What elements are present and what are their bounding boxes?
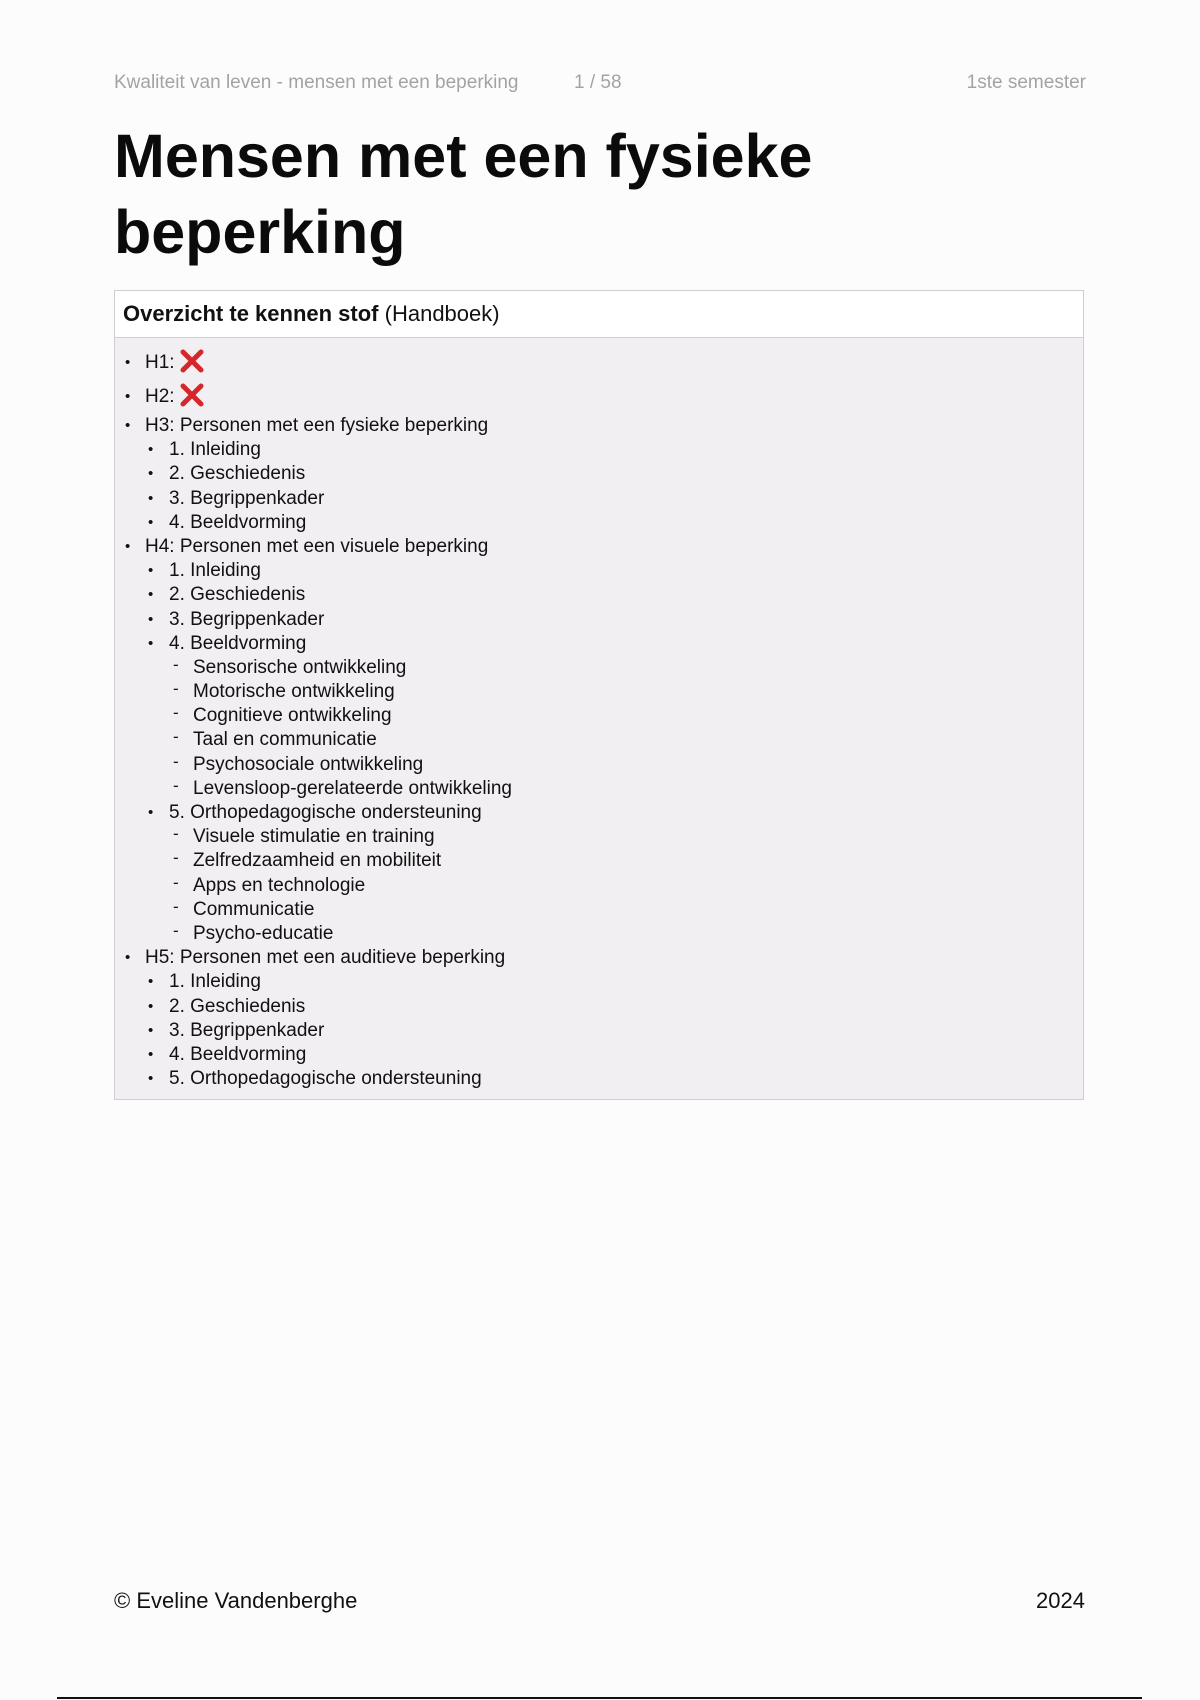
dash-marker: - <box>173 920 179 940</box>
list-item-text: Taal en communicatie <box>193 729 377 751</box>
list-item <box>123 970 1075 994</box>
dash-marker: - <box>173 679 179 699</box>
list-item <box>123 380 1075 414</box>
bullet-marker: • <box>148 973 154 991</box>
list-item-text: Communicatie <box>193 898 315 920</box>
bullet-marker: • <box>148 610 154 628</box>
sub-list-item <box>123 922 1075 946</box>
list-item-text: 3. Begrippenkader <box>169 608 325 630</box>
bullet-marker: • <box>125 417 131 434</box>
list-item-text: 4. Beeldvorming <box>169 1043 307 1065</box>
list-item <box>123 632 1075 656</box>
list-item-text: 2. Geschiedenis <box>169 463 306 485</box>
sub-list-item <box>123 704 1075 728</box>
list-item <box>123 1019 1075 1043</box>
course-title: Kwaliteit van leven - mensen met een beperking <box>114 72 519 93</box>
list-item-text: 3. Begrippenkader <box>169 487 325 509</box>
list-item <box>123 583 1075 607</box>
semester-label: 1ste semester <box>966 72 1086 93</box>
dash-marker: - <box>173 775 179 795</box>
list-item <box>123 487 1075 511</box>
list-item-text: 4. Beeldvorming <box>169 632 307 654</box>
bullet-marker: • <box>148 804 154 821</box>
list-item-text: Visuele stimulatie en training <box>193 826 435 848</box>
bullet-marker: • <box>125 537 131 555</box>
bullet-marker: • <box>125 388 131 405</box>
overview-heading <box>115 291 1083 338</box>
list-item-text: 4. Beeldvorming <box>169 511 307 533</box>
list-item <box>123 414 1075 438</box>
list-item <box>123 608 1075 632</box>
sub-list-item <box>123 874 1075 898</box>
list-item-text: 2. Geschiedenis <box>169 584 306 606</box>
list-item <box>123 1043 1075 1067</box>
list-item <box>123 462 1075 486</box>
list-item-text: Cognitieve ontwikkeling <box>193 705 392 727</box>
list-item-text: 1. Inleiding <box>169 439 261 461</box>
list-item <box>123 346 1075 380</box>
list-item <box>123 535 1075 559</box>
dash-marker: - <box>173 727 179 747</box>
bullet-marker: • <box>148 465 154 483</box>
sub-list-item <box>123 680 1075 704</box>
list-item-text: 3. Begrippenkader <box>169 1019 325 1041</box>
dash-marker: - <box>173 703 179 723</box>
list-item <box>123 559 1075 583</box>
dash-marker: - <box>173 751 179 771</box>
list-item-text: Psycho-educatie <box>193 922 334 944</box>
list-item-text: 5. Orthopedagogische ondersteuning <box>169 802 482 823</box>
sub-list-item <box>123 656 1075 680</box>
bullet-marker: • <box>148 1070 154 1088</box>
sub-list-item <box>123 898 1075 922</box>
list-item-text: Zelfredzaamheid en mobiliteit <box>193 850 442 872</box>
dash-marker: - <box>173 654 179 674</box>
sub-list-item <box>123 728 1075 752</box>
list-item-text: H3: Personen met een fysieke beperking <box>145 415 489 436</box>
list-item-text: 1. Inleiding <box>169 560 261 582</box>
red-x-icon <box>179 382 205 408</box>
list-item-text: H2: <box>145 386 175 407</box>
list-item-text: Psychosociale ontwikkeling <box>193 753 424 775</box>
sub-list-item <box>123 825 1075 849</box>
list-item-text: Motorische ontwikkeling <box>193 681 395 703</box>
bullet-marker: • <box>125 949 131 967</box>
list-item-text: 1. Inleiding <box>169 971 261 993</box>
dash-marker: - <box>173 896 179 916</box>
list-item-text: 2. Geschiedenis <box>169 995 306 1017</box>
footer-author: © Eveline Vandenberghe <box>114 1588 358 1613</box>
list-item <box>123 1067 1075 1091</box>
list-item <box>123 801 1075 825</box>
page-title: Mensen met een fysieke beperking <box>114 122 813 266</box>
bottom-divider <box>57 1697 1142 1699</box>
list-item-text: Apps en technologie <box>193 874 366 896</box>
bullet-marker: • <box>148 489 154 507</box>
list-item-text: H4: Personen met een visuele beperking <box>145 535 489 557</box>
sub-list-item <box>123 753 1075 777</box>
list-item <box>123 511 1075 535</box>
list-item-text: Sensorische ontwikkeling <box>193 656 407 678</box>
dash-marker: - <box>173 872 179 892</box>
bullet-marker: • <box>148 634 154 652</box>
bullet-marker: • <box>148 441 154 459</box>
bullet-marker: • <box>148 513 154 531</box>
list-item-text: Levensloop-gerelateerde ontwikkeling <box>193 777 512 799</box>
list-item <box>123 995 1075 1019</box>
bullet-marker: • <box>125 354 131 371</box>
dash-marker: - <box>173 824 179 844</box>
bullet-marker: • <box>148 997 154 1015</box>
bullet-marker: • <box>148 586 154 604</box>
list-item <box>123 438 1075 462</box>
footer-year: 2024 <box>1036 1588 1085 1613</box>
list-item <box>123 946 1075 970</box>
bullet-marker: • <box>148 562 154 580</box>
sub-list-item <box>123 849 1075 873</box>
list-item-text: H5: Personen met een auditieve beperking <box>145 947 506 969</box>
overview-heading-normal: (Handboek) <box>384 301 500 326</box>
page-counter: 1 / 58 <box>574 72 622 93</box>
list-item-text: H1: <box>145 352 175 373</box>
red-x-icon <box>179 348 205 374</box>
overview-list <box>115 338 1083 1091</box>
bullet-marker: • <box>148 1021 154 1039</box>
sub-list-item <box>123 777 1075 801</box>
overview-heading-bold: Overzicht te kennen stof <box>123 301 379 326</box>
overview-box <box>114 290 1084 1100</box>
dash-marker: - <box>173 848 179 868</box>
list-item-text: 5. Orthopedagogische ondersteuning <box>169 1068 482 1090</box>
bullet-marker: • <box>148 1045 154 1063</box>
